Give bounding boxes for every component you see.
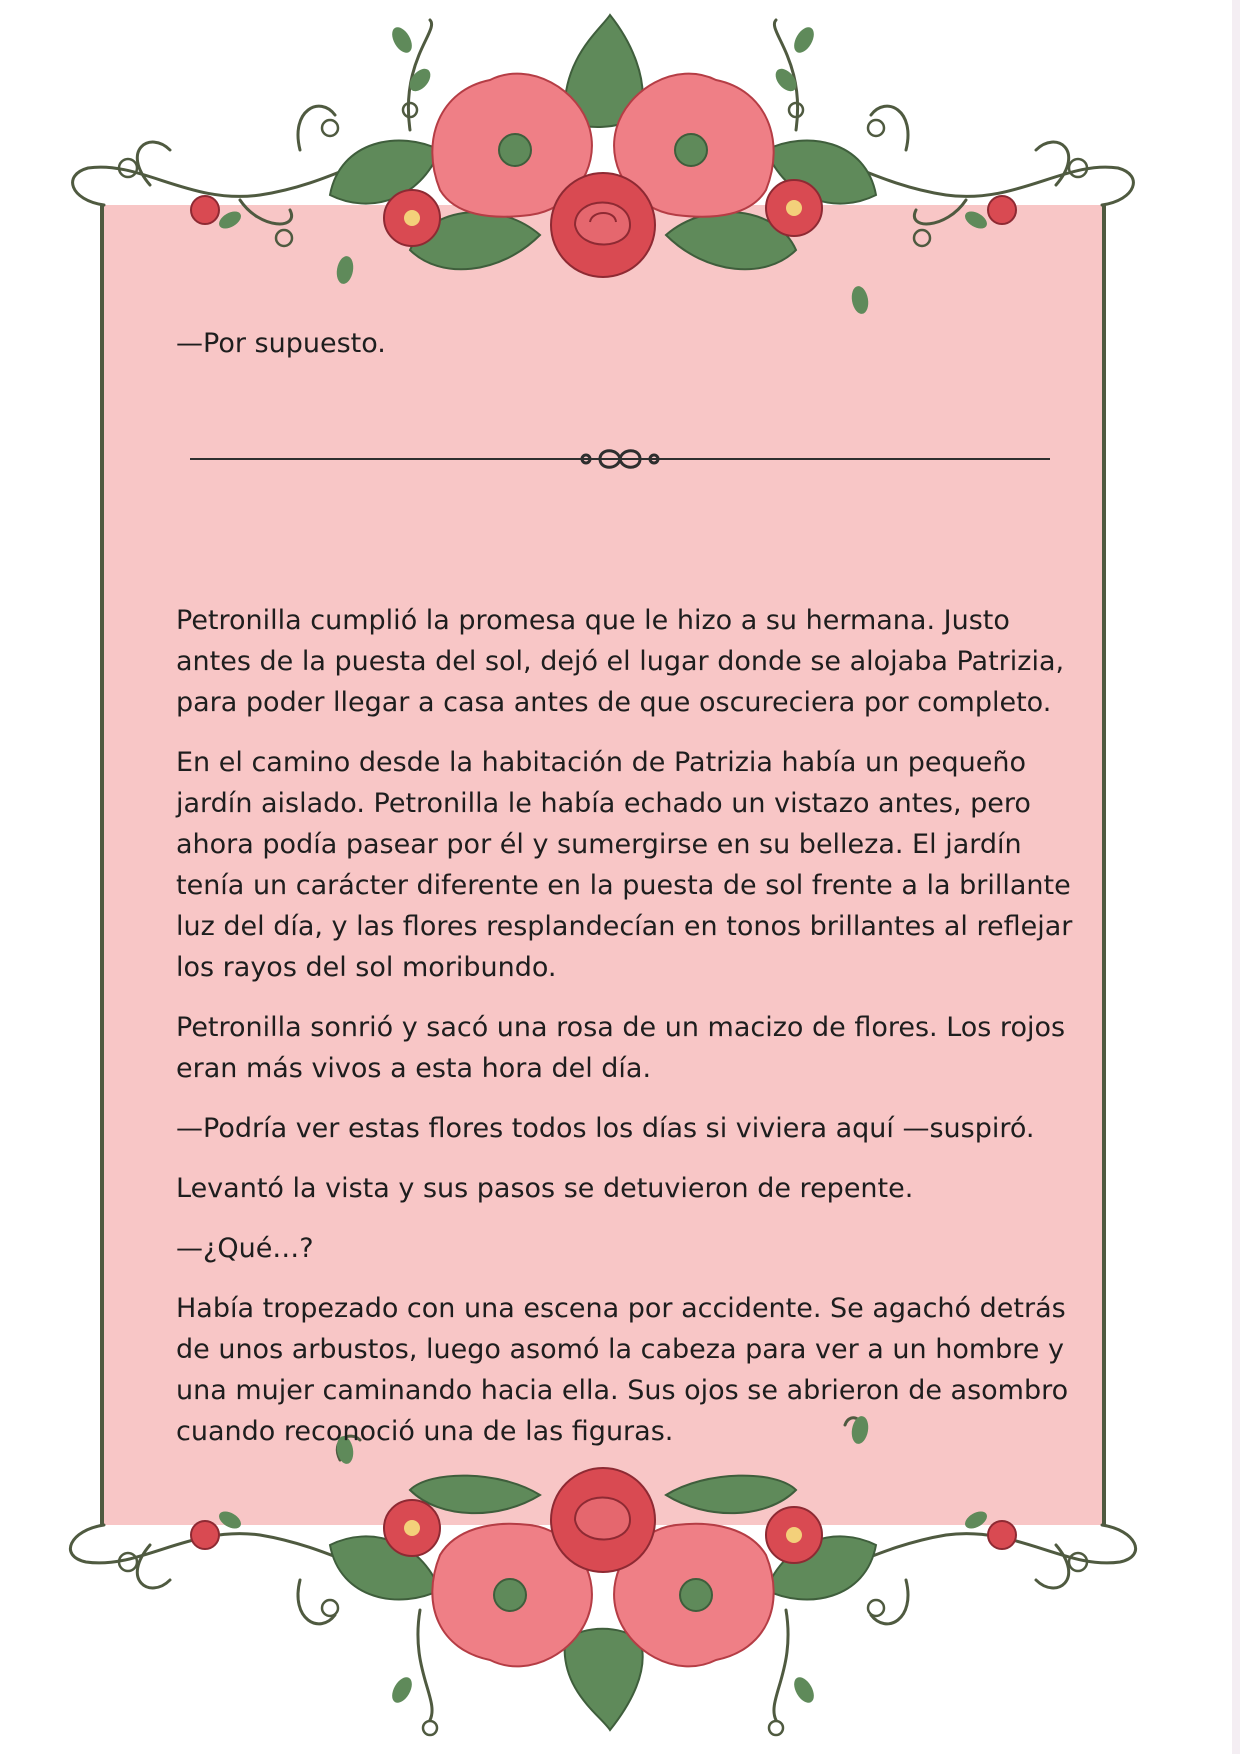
paragraph: —¿Qué…? — [176, 1233, 314, 1264]
paragraph: Había tropezado con una escena por accidente. Se agachó detrás de unos arbustos, luego asomó la cabeza para ver a un hombre y una mujer caminando hacia ella. Sus ojos se abrieron de asombro cuando reconoció una de las figuras. — [176, 1293, 1069, 1447]
dialogue-line: —Por supuesto. — [176, 328, 386, 359]
paragraph: Petronilla cumplió la promesa que le hizo a su hermana. Justo antes de la puesta del sol, dejó el lugar donde se alojaba Patrizia, para poder llegar a casa antes de que oscureciera por completo. — [176, 605, 1065, 718]
opening-line — [176, 323, 1076, 364]
paragraph: En el camino desde la habitación de Patrizia había un pequeño jardín aislado. Petronilla le había echado un vistazo antes, pero ahora podía pasear por él y sumergirse en su belleza. El jardín tenía un carácter diferente en la puesta de sol frente a la brillante luz del día, y las flores resplandecían en tonos brillantes al reflejar los rayos del sol moribundo. — [176, 747, 1073, 983]
body-text — [176, 600, 1076, 1452]
paragraph: Petronilla sonrió y sacó una rosa de un macizo de flores. Los rojos eran más vivos a esta hora del día. — [176, 1012, 1066, 1084]
scroll-divider-icon — [190, 440, 1050, 480]
paragraph: Levantó la vista y sus pasos se detuvieron de repente. — [176, 1173, 914, 1204]
paragraph: —Podría ver estas flores todos los días si viviera aquí —suspiró. — [176, 1113, 1035, 1144]
